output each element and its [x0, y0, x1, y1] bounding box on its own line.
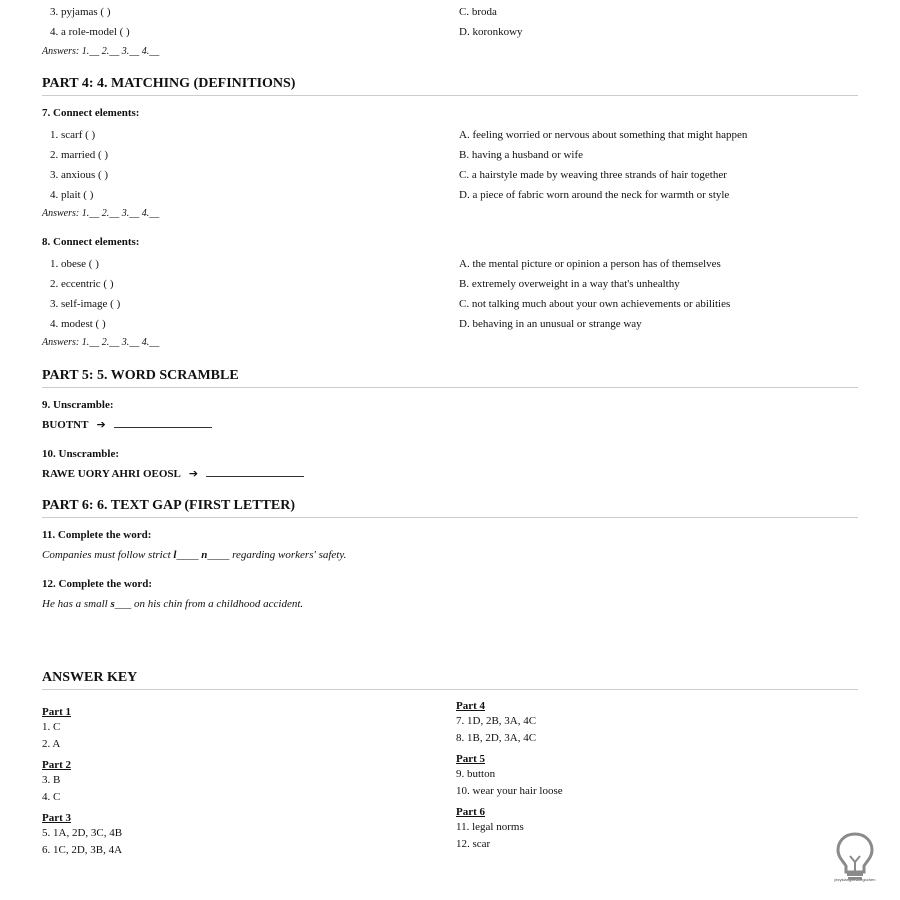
match-left: 1. scarf ( ) — [50, 129, 96, 141]
match-right: C. not talking much about your own achievements or abilities — [459, 298, 731, 310]
match-row — [42, 254, 858, 274]
key-part-heading: Part 1 — [42, 706, 72, 718]
key-answer: 4. C — [42, 791, 61, 803]
scrambled-word: RAWE UORY AHRI OEOSL — [42, 468, 181, 480]
match-row — [42, 314, 858, 334]
answer-key-right-column — [456, 699, 836, 853]
part-title: PART 6: 6. TEXT GAP (FIRST LETTER) — [42, 497, 858, 518]
match-right: A. the mental picture or opinion a person has of themselves — [459, 258, 721, 270]
gap-blank[interactable]: ____ — [176, 549, 202, 561]
answer-blank[interactable] — [206, 467, 304, 477]
key-answer: 12. scar — [456, 838, 491, 850]
match-right: D. koronkowy — [459, 26, 523, 38]
answers-line: Answers: 1.__ 2.__ 3.__ 4.__ — [42, 337, 160, 348]
key-part-heading: Part 5 — [456, 753, 486, 765]
key-answer: 6. 1C, 2D, 3B, 4A — [42, 844, 123, 856]
gap-blank[interactable]: ___ — [114, 598, 132, 610]
key-answer: 7. 1D, 2B, 3A, 4C — [456, 715, 537, 727]
sentence-text: on his chin from a childhood accident. — [131, 598, 304, 610]
answers-line: Answers: 1.__ 2.__ 3.__ 4.__ — [42, 46, 160, 57]
match-left: 2. married ( ) — [50, 149, 109, 161]
match-left: 4. modest ( ) — [50, 318, 106, 330]
scramble-row — [42, 418, 858, 432]
answer-blank[interactable] — [114, 418, 212, 428]
sentence-text: He has a small — [42, 598, 111, 610]
gap-first-letter: l — [173, 549, 177, 561]
key-answer: 9. button — [456, 768, 496, 780]
scrambled-word: BUOTNT — [42, 419, 89, 431]
question-label: 12. Complete the word: — [42, 578, 152, 590]
arrow-right-icon: ➔ — [188, 467, 199, 480]
match-right: D. a piece of fabric worn around the neck for warmth or style — [459, 189, 730, 201]
match-list-q8 — [42, 254, 858, 334]
match-right: C. broda — [459, 6, 497, 18]
match-left: 4. plait ( ) — [50, 189, 94, 201]
key-answer: 5. 1A, 2D, 3C, 4B — [42, 827, 123, 839]
gap-sentence — [42, 597, 858, 611]
match-row — [42, 274, 858, 294]
answers-line: Answers: 1.__ 2.__ 3.__ 4.__ — [42, 208, 160, 219]
answer-key-title: ANSWER KEY — [42, 669, 858, 690]
part-title: PART 5: 5. WORD SCRAMBLE — [42, 367, 858, 388]
match-list-q7 — [42, 125, 858, 205]
gap-sentence — [42, 548, 858, 562]
match-left: 1. obese ( ) — [50, 258, 99, 270]
question-label: 8. Connect elements: — [42, 236, 140, 248]
sentence-text: regarding workers' safety. — [229, 549, 347, 561]
gap-blank[interactable]: ____ — [207, 549, 230, 561]
key-answer: 11. legal norms — [456, 821, 524, 833]
match-left: 3. pyjamas ( ) — [50, 6, 111, 18]
question-label: 7. Connect elements: — [42, 107, 140, 119]
match-left: 3. anxious ( ) — [50, 169, 109, 181]
gap-first-letter: n — [201, 549, 208, 561]
match-right: B. extremely overweight in a way that's unhealthy — [459, 278, 680, 290]
match-row — [42, 2, 858, 22]
match-row — [42, 185, 858, 205]
question-label: 11. Complete the word: — [42, 529, 152, 541]
question-label: 10. Unscramble: — [42, 448, 119, 460]
key-answer: 8. 1B, 2D, 3A, 4C — [456, 732, 537, 744]
match-left: 3. self-image ( ) — [50, 298, 121, 310]
scramble-row — [42, 467, 858, 481]
match-left: 2. eccentric ( ) — [50, 278, 114, 290]
match-row — [42, 145, 858, 165]
match-row — [42, 125, 858, 145]
match-right: B. having a husband or wife — [459, 149, 584, 161]
key-answer: 2. A — [42, 738, 61, 750]
logo-text: jezykiangielskiegochen — [834, 877, 876, 882]
match-right: A. feeling worried or nervous about something that might happen — [459, 129, 748, 141]
part3-continuation — [42, 2, 858, 59]
key-part-heading: Part 2 — [42, 759, 72, 771]
sentence-text: Companies must follow strict — [42, 549, 174, 561]
match-left: 4. a role-model ( ) — [50, 26, 130, 38]
key-answer: 1. C — [42, 721, 61, 733]
match-row — [42, 294, 858, 314]
part-title: PART 4: 4. MATCHING (DEFINITIONS) — [42, 75, 858, 96]
gap-first-letter: s — [110, 598, 115, 610]
key-answer: 10. wear your hair loose — [456, 785, 563, 797]
match-row — [42, 22, 858, 42]
part5-section — [42, 367, 858, 481]
arrow-right-icon: ➔ — [96, 418, 106, 431]
answer-key-left-column — [42, 705, 442, 859]
question-label: 9. Unscramble: — [42, 399, 114, 411]
match-row — [42, 165, 858, 185]
part6-section — [42, 497, 858, 611]
match-right: C. a hairstyle made by weaving three strands of hair together — [459, 169, 727, 181]
part4-section — [42, 75, 858, 350]
answer-key-section — [42, 669, 858, 690]
match-right: D. behaving in an unusual or strange way — [459, 318, 642, 330]
key-part-heading: Part 4 — [456, 700, 486, 712]
key-part-heading: Part 3 — [42, 812, 72, 824]
key-part-heading: Part 6 — [456, 806, 486, 818]
key-answer: 3. B — [42, 774, 61, 786]
